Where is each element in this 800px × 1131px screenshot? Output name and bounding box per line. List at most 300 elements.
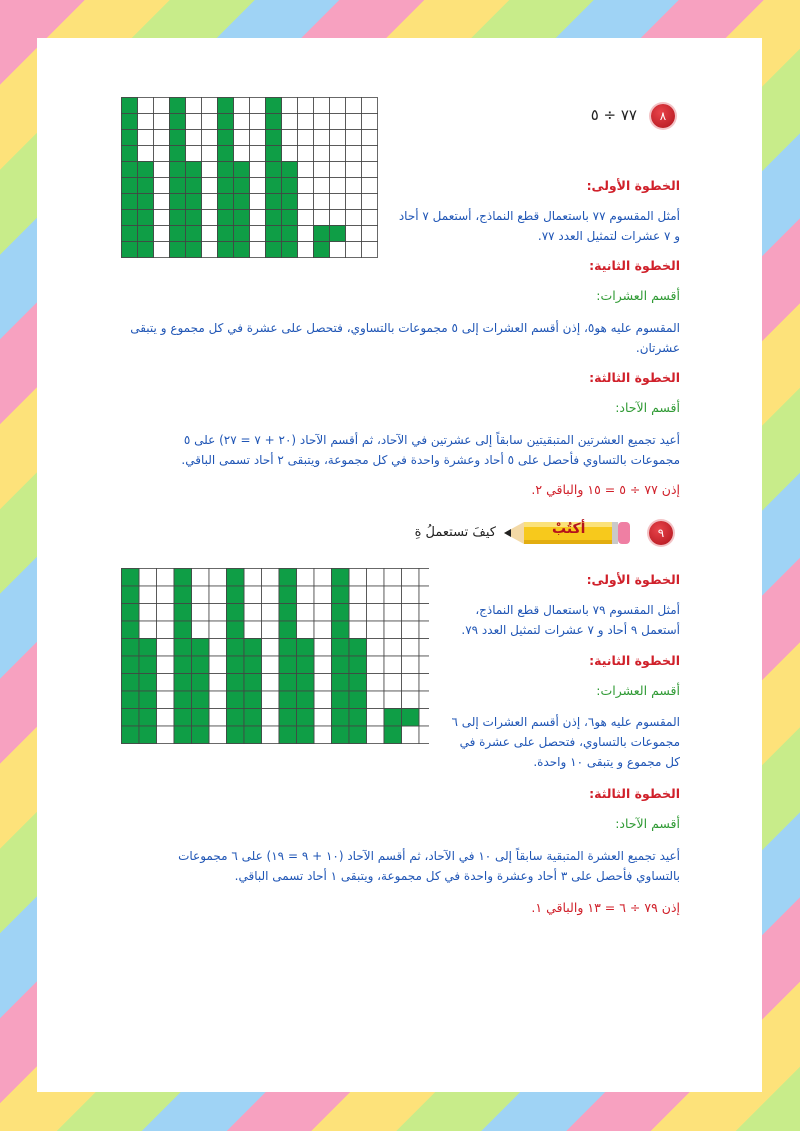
q9-step1-text <box>360 600 680 640</box>
tens-split-cell <box>282 194 298 210</box>
grid-cell <box>209 674 227 692</box>
tens-rod-cell <box>122 162 138 178</box>
grid-cell <box>282 146 298 162</box>
tens-split-cell <box>297 639 315 657</box>
grid-cell <box>346 114 362 130</box>
tens-split-cell <box>192 691 210 709</box>
tens-rod-cell <box>122 709 140 727</box>
q8-result: إذن ٧٧ ÷ ٥ = ١٥ والباقي ٢. <box>531 482 680 497</box>
grid-cell <box>298 98 314 114</box>
grid-cell <box>314 726 332 744</box>
grid-cell <box>138 130 154 146</box>
grid-cell <box>419 691 429 709</box>
grid-cell <box>346 98 362 114</box>
grid-cell <box>186 146 202 162</box>
worksheet-page <box>37 38 762 1092</box>
tens-rod-cell <box>332 691 350 709</box>
grid-cell <box>298 178 314 194</box>
q9-step3-text <box>100 846 680 886</box>
tens-rod-cell <box>218 210 234 226</box>
tens-split-cell <box>349 726 367 744</box>
grid-cell <box>314 621 332 639</box>
grid-cell <box>139 569 157 587</box>
grid-cell <box>314 691 332 709</box>
q8-step2-subtitle: أقسم العشرات: <box>596 288 680 303</box>
grid-cell <box>367 709 385 727</box>
q9-step2-title: الخطوة الثانية: <box>589 653 680 668</box>
tens-rod-cell <box>170 242 186 258</box>
tens-rod-cell <box>170 226 186 242</box>
tens-rod-cell <box>218 162 234 178</box>
tens-split-cell <box>138 178 154 194</box>
tens-rod-cell <box>122 639 140 657</box>
tens-split-cell <box>234 178 250 194</box>
q8-step2-title: الخطوة الثانية: <box>589 258 680 273</box>
tens-rod-cell <box>122 586 140 604</box>
grid-cell <box>202 98 218 114</box>
tens-rod-cell <box>279 569 297 587</box>
tens-rod-cell <box>332 709 350 727</box>
tens-rod-cell <box>227 604 245 622</box>
q8-step2-line2: عشرتان. <box>635 341 680 355</box>
grid-cell <box>262 621 280 639</box>
grid-cell <box>154 146 170 162</box>
grid-cell <box>362 114 378 130</box>
question-8-badge <box>651 104 675 128</box>
tens-rod-cell <box>227 726 245 744</box>
grid-cell <box>402 656 420 674</box>
grid-cell <box>314 674 332 692</box>
tens-rod-cell <box>122 146 138 162</box>
q8-step3-title: الخطوة الثالثة: <box>589 370 680 385</box>
tens-split-cell <box>282 162 298 178</box>
grid-cell <box>346 178 362 194</box>
grid-cell <box>367 656 385 674</box>
tens-split-cell <box>349 656 367 674</box>
tens-split-cell <box>138 194 154 210</box>
grid-cell <box>209 604 227 622</box>
tens-rod-cell <box>227 656 245 674</box>
tens-rod-cell <box>279 674 297 692</box>
grid-cell <box>298 114 314 130</box>
ones-cube-cell <box>402 709 420 727</box>
tens-split-cell <box>192 726 210 744</box>
tens-split-cell <box>234 162 250 178</box>
grid-cell <box>384 656 402 674</box>
grid-cell <box>157 726 175 744</box>
tens-rod-cell <box>279 691 297 709</box>
tens-split-cell <box>297 691 315 709</box>
grid-cell <box>202 130 218 146</box>
tens-rod-cell <box>279 709 297 727</box>
grid-cell <box>250 210 266 226</box>
grid-cell <box>297 621 315 639</box>
tens-rod-cell <box>170 178 186 194</box>
tens-rod-cell <box>227 709 245 727</box>
tens-rod-cell <box>170 210 186 226</box>
tens-split-cell <box>297 656 315 674</box>
ones-cube-cell <box>384 726 402 744</box>
grid-cell <box>314 604 332 622</box>
q8-step1-line2: و ٧ عشرات لتمثيل العدد ٧٧. <box>537 229 680 243</box>
grid-cell <box>314 98 330 114</box>
tens-rod-cell <box>122 569 140 587</box>
grid-cell <box>362 146 378 162</box>
tens-rod-cell <box>170 98 186 114</box>
grid-cell <box>362 162 378 178</box>
q9-step1-line2: أستعمل ٩ أحاد و ٧ عشرات لتمثيل العدد ٧٩. <box>461 623 680 637</box>
grid-cell <box>402 569 420 587</box>
tens-rod-cell <box>122 604 140 622</box>
grid-cell <box>154 162 170 178</box>
tens-split-cell <box>192 709 210 727</box>
tens-split-cell <box>186 162 202 178</box>
grid-cell <box>154 98 170 114</box>
grid-cell <box>330 178 346 194</box>
tens-rod-cell <box>174 604 192 622</box>
grid-cell <box>314 639 332 657</box>
grid-cell <box>330 146 346 162</box>
grid-cell <box>250 194 266 210</box>
grid-cell <box>192 586 210 604</box>
tens-split-cell <box>234 226 250 242</box>
grid-cell <box>157 691 175 709</box>
grid-cell <box>209 656 227 674</box>
tens-rod-cell <box>122 691 140 709</box>
question-9-base-ten-grid <box>121 568 429 746</box>
grid-cell <box>330 114 346 130</box>
tens-split-cell <box>139 709 157 727</box>
grid-cell <box>154 194 170 210</box>
tens-split-cell <box>349 639 367 657</box>
grid-cell <box>402 639 420 657</box>
tens-rod-cell <box>227 586 245 604</box>
q9-result: إذن ٧٩ ÷ ٦ = ١٣ والباقي ١. <box>531 900 680 915</box>
grid-cell <box>262 709 280 727</box>
tens-split-cell <box>234 194 250 210</box>
tens-rod-cell <box>218 194 234 210</box>
tens-split-cell <box>139 656 157 674</box>
tens-split-cell <box>186 210 202 226</box>
grid-cell <box>138 146 154 162</box>
tens-rod-cell <box>174 691 192 709</box>
tens-rod-cell <box>332 674 350 692</box>
grid-cell <box>384 569 402 587</box>
pencil-label: أكتُبْ <box>552 521 586 537</box>
grid-cell <box>250 162 266 178</box>
ones-cube-cell <box>384 709 402 727</box>
grid-cell <box>202 162 218 178</box>
q8-step3-line2: مجموعات بالتساوي فأحصل على ٥ أحاد وعشرة واحدة في كل مجموعة، ويتبقى ٢ أحاد تسمى الباقي. <box>181 453 680 467</box>
tens-split-cell <box>282 226 298 242</box>
grid-cell <box>154 130 170 146</box>
grid-cell <box>402 674 420 692</box>
q8-step3-text <box>120 430 680 470</box>
tens-rod-cell <box>218 146 234 162</box>
tens-split-cell <box>297 674 315 692</box>
tens-rod-cell <box>122 194 138 210</box>
q8-step2-text <box>80 318 680 358</box>
grid-cell <box>330 130 346 146</box>
grid-cell <box>346 130 362 146</box>
grid-cell <box>330 162 346 178</box>
tens-rod-cell <box>227 674 245 692</box>
q9-step3-subtitle: أقسم الآحاد: <box>615 816 680 831</box>
grid-cell <box>330 98 346 114</box>
q9-step3-line1: أعيد تجميع العشرة المتبقية سابقاً إلى ١٠ في الآحاد، ثم أقسم الآحاد (١٠ + ٩ = ١٩) على ٦ مجموعات <box>178 849 680 863</box>
grid-cell <box>202 210 218 226</box>
grid-cell <box>154 210 170 226</box>
q9-step2-text <box>420 712 680 772</box>
tens-split-cell <box>349 691 367 709</box>
grid-cell <box>157 639 175 657</box>
tens-rod-cell <box>170 130 186 146</box>
tens-split-cell <box>186 226 202 242</box>
grid-cell <box>346 162 362 178</box>
tens-rod-cell <box>170 114 186 130</box>
grid-cell <box>234 98 250 114</box>
grid-cell <box>139 604 157 622</box>
tens-rod-cell <box>174 569 192 587</box>
tens-rod-cell <box>332 726 350 744</box>
grid-cell <box>298 162 314 178</box>
grid-cell <box>192 604 210 622</box>
grid-cell <box>209 709 227 727</box>
grid-cell <box>139 621 157 639</box>
grid-cell <box>244 621 262 639</box>
grid-cell <box>384 639 402 657</box>
q8-step2-line1: المقسوم عليه هو٥، إذن أقسم العشرات إلى ٥ مجموعات بالتساوي، فتحصل على عشرة في كل مجموع و يتبقى <box>130 321 680 335</box>
q9-step1-line1: أمثل المقسوم ٧٩ باستعمال قطع النماذج، <box>475 603 680 617</box>
grid-cell <box>367 726 385 744</box>
grid-cell <box>244 569 262 587</box>
grid-cell <box>362 178 378 194</box>
tens-split-cell <box>138 162 154 178</box>
tens-rod-cell <box>122 114 138 130</box>
grid-cell <box>384 691 402 709</box>
grid-cell <box>362 130 378 146</box>
grid-cell <box>314 569 332 587</box>
tens-rod-cell <box>122 656 140 674</box>
question-9-number: ٩ <box>657 526 665 540</box>
grid-cell <box>314 709 332 727</box>
tens-rod-cell <box>227 621 245 639</box>
grid-cell <box>202 114 218 130</box>
tens-split-cell <box>138 210 154 226</box>
grid-cell <box>282 130 298 146</box>
tens-rod-cell <box>332 639 350 657</box>
grid-cell <box>234 130 250 146</box>
tens-rod-cell <box>332 604 350 622</box>
tens-rod-cell <box>266 178 282 194</box>
tens-rod-cell <box>218 178 234 194</box>
tens-rod-cell <box>170 194 186 210</box>
grid-cell <box>314 146 330 162</box>
tens-rod-cell <box>279 639 297 657</box>
grid-cell <box>250 114 266 130</box>
grid-cell <box>154 226 170 242</box>
grid-cell <box>209 639 227 657</box>
grid-cell <box>157 709 175 727</box>
tens-rod-cell <box>122 621 140 639</box>
grid-cell <box>262 586 280 604</box>
tens-rod-cell <box>122 210 138 226</box>
grid-cell <box>314 162 330 178</box>
grid-cell <box>138 114 154 130</box>
tens-split-cell <box>234 242 250 258</box>
tens-rod-cell <box>174 621 192 639</box>
q9-step2-subtitle: أقسم العشرات: <box>596 683 680 698</box>
grid-cell <box>262 639 280 657</box>
grid-cell <box>298 242 314 258</box>
tens-split-cell <box>282 210 298 226</box>
q9-step2-line3: كل مجموع و يتبقى ١٠ واحدة. <box>533 755 680 769</box>
grid-cell <box>157 586 175 604</box>
grid-cell <box>202 226 218 242</box>
tens-rod-cell <box>174 709 192 727</box>
tens-split-cell <box>244 726 262 744</box>
tens-rod-cell <box>266 210 282 226</box>
tens-rod-cell <box>218 242 234 258</box>
tens-rod-cell <box>266 162 282 178</box>
tens-split-cell <box>186 194 202 210</box>
grid-cell <box>209 691 227 709</box>
grid-cell <box>244 604 262 622</box>
grid-cell <box>250 98 266 114</box>
grid-cell <box>262 656 280 674</box>
tens-rod-cell <box>174 656 192 674</box>
grid-cell <box>209 569 227 587</box>
grid-cell <box>402 691 420 709</box>
tens-rod-cell <box>279 604 297 622</box>
q8-step1-line1: أمثل المقسوم ٧٧ باستعمال قطع النماذج، أستعمل ٧ أحاد <box>398 209 680 223</box>
grid-cell <box>298 146 314 162</box>
tens-split-cell <box>244 656 262 674</box>
tens-rod-cell <box>122 98 138 114</box>
tens-rod-cell <box>227 691 245 709</box>
grid-cell <box>157 674 175 692</box>
q9-step1-title: الخطوة الأولى: <box>586 572 680 587</box>
q9-step3-title: الخطوة الثالثة: <box>589 786 680 801</box>
grid-cell <box>349 569 367 587</box>
tens-rod-cell <box>332 586 350 604</box>
grid-cell <box>298 210 314 226</box>
tens-split-cell <box>244 709 262 727</box>
grid-cell <box>419 639 429 657</box>
grid-cell <box>419 674 429 692</box>
tens-rod-cell <box>122 242 138 258</box>
tens-split-cell <box>349 709 367 727</box>
tens-rod-cell <box>266 146 282 162</box>
tens-split-cell <box>186 178 202 194</box>
q8-step3-line1: أعيد تجميع العشرتين المتبقيتين سابقاً إلى عشرتين في الآحاد، ثم أقسم الآحاد (٢٠ + ٧ = ٢٧) على ٥ <box>183 433 680 447</box>
tens-split-cell <box>186 242 202 258</box>
grid-cell <box>250 242 266 258</box>
grid-cell <box>244 586 262 604</box>
q9-step3-line2: بالتساوي فأحصل على ٣ أحاد وعشرة واحدة في كل مجموعة، ويتبقى ١ أحاد تسمى الباقي. <box>234 869 680 883</box>
tens-rod-cell <box>279 586 297 604</box>
tens-split-cell <box>297 709 315 727</box>
grid-cell <box>346 146 362 162</box>
grid-cell <box>314 130 330 146</box>
tens-rod-cell <box>174 586 192 604</box>
grid-cell <box>202 178 218 194</box>
tens-split-cell <box>244 639 262 657</box>
grid-cell <box>282 114 298 130</box>
grid-cell <box>419 656 429 674</box>
tens-split-cell <box>234 210 250 226</box>
grid-cell <box>157 569 175 587</box>
grid-cell <box>154 242 170 258</box>
grid-cell <box>186 98 202 114</box>
tens-rod-cell <box>122 226 138 242</box>
grid-cell <box>262 691 280 709</box>
grid-cell <box>234 146 250 162</box>
tens-rod-cell <box>266 226 282 242</box>
tens-rod-cell <box>266 130 282 146</box>
grid-cell <box>262 569 280 587</box>
tens-rod-cell <box>122 674 140 692</box>
tens-split-cell <box>138 242 154 258</box>
grid-cell <box>298 194 314 210</box>
q9-prompt: كيفَ تستعملُ ةِ <box>414 525 496 540</box>
tens-split-cell <box>192 674 210 692</box>
grid-cell <box>154 178 170 194</box>
grid-cell <box>250 146 266 162</box>
q9-step2-line2: مجموعات بالتساوي، فتحصل على عشرة في <box>459 735 680 749</box>
tens-rod-cell <box>174 726 192 744</box>
grid-cell <box>314 114 330 130</box>
tens-rod-cell <box>332 656 350 674</box>
tens-split-cell <box>192 639 210 657</box>
grid-cell <box>138 98 154 114</box>
grid-cell <box>157 621 175 639</box>
grid-cell <box>202 242 218 258</box>
grid-cell <box>139 586 157 604</box>
grid-cell <box>192 569 210 587</box>
tens-split-cell <box>282 178 298 194</box>
grid-cell <box>202 194 218 210</box>
grid-cell <box>250 130 266 146</box>
tens-rod-cell <box>218 114 234 130</box>
tens-rod-cell <box>266 98 282 114</box>
tens-split-cell <box>139 639 157 657</box>
grid-cell <box>297 604 315 622</box>
grid-cell <box>209 621 227 639</box>
tens-rod-cell <box>218 98 234 114</box>
grid-cell <box>384 674 402 692</box>
tens-rod-cell <box>170 146 186 162</box>
tens-split-cell <box>139 726 157 744</box>
question-8-number: ٨ <box>659 109 667 123</box>
tens-split-cell <box>282 242 298 258</box>
q8-step3-subtitle: أقسم الآحاد: <box>615 400 680 415</box>
grid-cell <box>298 130 314 146</box>
grid-cell <box>262 674 280 692</box>
grid-cell <box>362 98 378 114</box>
tens-rod-cell <box>227 639 245 657</box>
grid-cell <box>367 569 385 587</box>
tens-split-cell <box>244 674 262 692</box>
grid-cell <box>250 226 266 242</box>
grid-cell <box>262 726 280 744</box>
grid-cell <box>209 586 227 604</box>
grid-cell <box>157 604 175 622</box>
grid-cell <box>250 178 266 194</box>
q9-step2-line1: المقسوم عليه هو٦، إذن أقسم العشرات إلى ٦ <box>451 715 680 729</box>
tens-split-cell <box>192 656 210 674</box>
grid-cell <box>157 656 175 674</box>
